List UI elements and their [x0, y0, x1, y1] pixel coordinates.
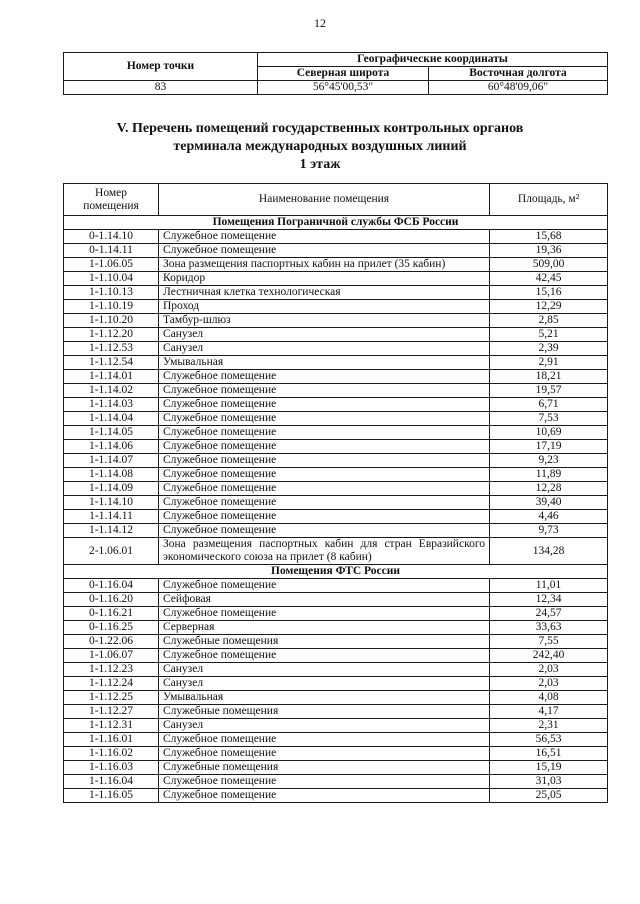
room-number: 1-1.12.20	[64, 328, 159, 342]
table-row	[64, 719, 608, 733]
room-number: 0-1.14.11	[64, 244, 159, 258]
room-number: 1-1.14.07	[64, 454, 159, 468]
table-row	[64, 244, 608, 258]
table-row	[64, 440, 608, 454]
room-area: 7,53	[490, 412, 608, 426]
room-name: Санузел	[159, 719, 490, 733]
table-row	[64, 510, 608, 524]
room-number: 1-1.14.10	[64, 496, 159, 510]
room-number: 0-1.16.21	[64, 607, 159, 621]
table-row	[64, 300, 608, 314]
room-number: 1-1.14.02	[64, 384, 159, 398]
room-name: Служебное помещение	[159, 230, 490, 244]
room-name: Умывальная	[159, 356, 490, 370]
room-area: 2,03	[490, 677, 608, 691]
room-number: 1-1.14.03	[64, 398, 159, 412]
room-name: Служебное помещение	[159, 398, 490, 412]
table-row	[64, 705, 608, 719]
table-row	[64, 454, 608, 468]
room-name: Служебное помещение	[159, 607, 490, 621]
table-row	[64, 789, 608, 803]
room-name: Сейфовая	[159, 593, 490, 607]
room-number: 1-1.16.03	[64, 761, 159, 775]
room-area: 2,31	[490, 719, 608, 733]
room-area: 16,51	[490, 747, 608, 761]
room-name: Служебное помещение	[159, 482, 490, 496]
rooms-header-row	[64, 184, 608, 216]
room-area: 4,08	[490, 691, 608, 705]
room-number: 0-1.16.04	[64, 579, 159, 593]
room-name: Служебное помещение	[159, 579, 490, 593]
room-name: Служебные помещения	[159, 635, 490, 649]
room-area: 24,57	[490, 607, 608, 621]
room-area: 509,00	[490, 258, 608, 272]
room-number: 1-1.14.01	[64, 370, 159, 384]
room-area: 7,55	[490, 635, 608, 649]
room-name: Умывальная	[159, 691, 490, 705]
room-area: 12,29	[490, 300, 608, 314]
table-row	[64, 761, 608, 775]
table-row	[64, 607, 608, 621]
room-area: 2,03	[490, 663, 608, 677]
room-name: Санузел	[159, 328, 490, 342]
room-number: 1-1.12.23	[64, 663, 159, 677]
room-area: 19,36	[490, 244, 608, 258]
room-number: 1-1.10.13	[64, 286, 159, 300]
table-row	[64, 733, 608, 747]
room-area: 31,03	[490, 775, 608, 789]
room-name: Служебное помещение	[159, 789, 490, 803]
room-area: 6,71	[490, 398, 608, 412]
room-area: 242,40	[490, 649, 608, 663]
room-area: 15,19	[490, 761, 608, 775]
room-number: 1-1.16.05	[64, 789, 159, 803]
area-header: Площадь, м²	[490, 184, 608, 216]
table-row	[64, 398, 608, 412]
room-name: Служебное помещение	[159, 370, 490, 384]
name-header: Наименование помещения	[159, 184, 490, 216]
room-number: 1-1.16.01	[64, 733, 159, 747]
room-name: Служебное помещение	[159, 468, 490, 482]
room-area: 11,89	[490, 468, 608, 482]
point-header: Номер точки	[64, 53, 258, 81]
section-title: Помещения Пограничной службы ФСБ России	[64, 216, 608, 230]
room-number: 1-1.12.27	[64, 705, 159, 719]
room-area: 2,91	[490, 356, 608, 370]
room-name: Служебное помещение	[159, 412, 490, 426]
room-number: 1-1.14.08	[64, 468, 159, 482]
table-row	[64, 342, 608, 356]
room-area: 9,23	[490, 454, 608, 468]
room-name: Санузел	[159, 677, 490, 691]
room-number: 1-1.12.24	[64, 677, 159, 691]
north-value: 56°45'00,53"	[258, 81, 429, 95]
table-row	[64, 412, 608, 426]
room-name: Служебное помещение	[159, 524, 490, 538]
room-area: 5,21	[490, 328, 608, 342]
section-row	[64, 565, 608, 579]
room-number: 1-1.14.06	[64, 440, 159, 454]
table-row	[64, 538, 608, 565]
point-value: 83	[64, 81, 258, 95]
room-name: Зона размещения паспортных кабин на прилет (35 кабин)	[159, 258, 490, 272]
number-header: Номер помещения	[64, 184, 159, 216]
east-header: Восточная долгота	[428, 67, 607, 81]
room-area: 17,19	[490, 440, 608, 454]
room-name: Служебное помещение	[159, 496, 490, 510]
room-area: 25,05	[490, 789, 608, 803]
room-area: 18,21	[490, 370, 608, 384]
room-area: 15,16	[490, 286, 608, 300]
room-area: 2,85	[490, 314, 608, 328]
table-row	[64, 230, 608, 244]
room-name: Служебное помещение	[159, 733, 490, 747]
table-row	[64, 635, 608, 649]
title-line-3: 1 этаж	[299, 157, 341, 172]
room-area: 4,46	[490, 510, 608, 524]
room-number: 1-1.12.54	[64, 356, 159, 370]
room-name: Коридор	[159, 272, 490, 286]
room-name: Служебное помещение	[159, 510, 490, 524]
room-area: 10,69	[490, 426, 608, 440]
table-row	[64, 272, 608, 286]
room-name: Серверная	[159, 621, 490, 635]
geo-header: Географические координаты	[258, 53, 608, 67]
table-row	[64, 677, 608, 691]
room-area: 19,57	[490, 384, 608, 398]
table-row	[64, 593, 608, 607]
table-row	[64, 579, 608, 593]
room-area: 33,63	[490, 621, 608, 635]
room-area: 39,40	[490, 496, 608, 510]
room-area: 56,53	[490, 733, 608, 747]
room-number: 1-1.06.05	[64, 258, 159, 272]
north-header: Северная широта	[258, 67, 429, 81]
room-number: 2-1.06.01	[64, 538, 159, 565]
room-name: Служебное помещение	[159, 775, 490, 789]
table-row	[64, 482, 608, 496]
table-row	[64, 258, 608, 272]
table-row	[64, 426, 608, 440]
room-name: Служебное помещение	[159, 244, 490, 258]
room-number: 0-1.22.06	[64, 635, 159, 649]
section-row	[64, 216, 608, 230]
room-area: 2,39	[490, 342, 608, 356]
room-number: 1-1.10.04	[64, 272, 159, 286]
room-number: 1-1.16.04	[64, 775, 159, 789]
room-number: 1-1.14.11	[64, 510, 159, 524]
room-name: Проход	[159, 300, 490, 314]
room-name: Служебное помещение	[159, 454, 490, 468]
room-number: 1-1.16.02	[64, 747, 159, 761]
room-number: 1-1.14.12	[64, 524, 159, 538]
room-name: Служебное помещение	[159, 440, 490, 454]
table-row	[64, 621, 608, 635]
room-number: 0-1.16.25	[64, 621, 159, 635]
room-name: Санузел	[159, 663, 490, 677]
room-name: Служебное помещение	[159, 426, 490, 440]
table-row	[64, 663, 608, 677]
table-row	[64, 747, 608, 761]
room-area: 12,34	[490, 593, 608, 607]
room-area: 134,28	[490, 538, 608, 565]
room-area: 11,01	[490, 579, 608, 593]
section-title	[0, 120, 640, 174]
room-number: 1-1.12.25	[64, 691, 159, 705]
table-row	[64, 468, 608, 482]
title-line-1: V. Перечень помещений государственных контрольных органов	[116, 121, 524, 136]
title-line-2: терминала международных воздушных линий	[173, 139, 467, 154]
table-row	[64, 775, 608, 789]
table-row	[64, 384, 608, 398]
room-number: 0-1.16.20	[64, 593, 159, 607]
room-number: 1-1.10.20	[64, 314, 159, 328]
table-row	[64, 314, 608, 328]
room-name: Служебные помещения	[159, 705, 490, 719]
table-row	[64, 286, 608, 300]
room-number: 1-1.06.07	[64, 649, 159, 663]
table-row	[64, 691, 608, 705]
table-row	[64, 370, 608, 384]
room-number: 1-1.12.53	[64, 342, 159, 356]
room-area: 4,17	[490, 705, 608, 719]
room-name: Служебные помещения	[159, 761, 490, 775]
room-name: Служебное помещение	[159, 384, 490, 398]
room-name: Служебное помещение	[159, 747, 490, 761]
room-name: Служебное помещение	[159, 649, 490, 663]
rooms-table	[63, 183, 608, 803]
room-name: Лестничная клетка технологическая	[159, 286, 490, 300]
coordinates-table	[63, 52, 608, 95]
room-number: 0-1.14.10	[64, 230, 159, 244]
table-row	[64, 356, 608, 370]
room-number: 1-1.12.31	[64, 719, 159, 733]
page-number: 12	[314, 16, 326, 30]
room-area: 42,45	[490, 272, 608, 286]
section-title: Помещения ФТС России	[64, 565, 608, 579]
table-row	[64, 496, 608, 510]
room-number: 1-1.10.19	[64, 300, 159, 314]
room-name: Санузел	[159, 342, 490, 356]
room-number: 1-1.14.05	[64, 426, 159, 440]
room-name: Зона размещения паспортных кабин для стран Евразийского экономического союза на прилет (8 кабин)	[159, 538, 490, 565]
room-area: 9,73	[490, 524, 608, 538]
room-name: Тамбур-шлюз	[159, 314, 490, 328]
east-value: 60°48'09,06"	[428, 81, 607, 95]
room-area: 15,68	[490, 230, 608, 244]
room-number: 1-1.14.04	[64, 412, 159, 426]
table-row	[64, 328, 608, 342]
room-number: 1-1.14.09	[64, 482, 159, 496]
table-row	[64, 524, 608, 538]
table-row	[64, 649, 608, 663]
room-area: 12,28	[490, 482, 608, 496]
